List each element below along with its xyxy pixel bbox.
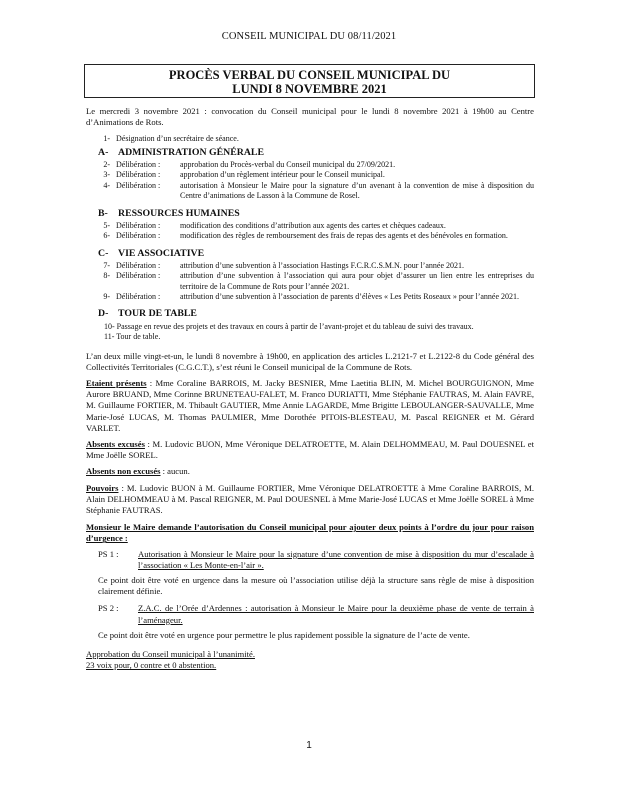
agenda-item-number: 5- <box>103 220 110 230</box>
presents-paragraph <box>86 378 534 434</box>
section-heading-c <box>98 248 534 259</box>
urgence-heading: Monsieur le Maire demande l’autorisation du Conseil municipal pour ajouter deux points à l’ordre du jour pour raison d’urgence : <box>86 522 534 544</box>
ps1-note: Ce point doit être voté en urgence dans la mesure où l’association utilise déjà la structure sans règle de mise à disposition clairement définie. <box>98 574 534 597</box>
section-title: ADMINISTRATION GÉNÉRALE <box>118 146 264 158</box>
agenda-item-text: modification des conditions d’attribution aux agents des cartes et chèques cadeaux. <box>180 220 446 230</box>
approval-line-2: 23 voix pour, 0 contre et 0 abstention. <box>86 660 217 671</box>
section-letter: C- <box>98 247 109 259</box>
pouvoirs-label: Pouvoirs <box>86 482 119 493</box>
agenda-item-number: 8- <box>103 271 110 281</box>
page-header: CONSEIL MUNICIPAL DU 08/11/2021 <box>221 31 397 42</box>
agenda-item <box>86 271 534 292</box>
agenda-item-label: Délibération : <box>116 231 161 241</box>
page-number: 1 <box>306 740 312 751</box>
agenda-item-text: attribution d’une subvention à l’association Hastings F.C.R.C.S.M.N. pour l’année 2021. <box>180 260 464 270</box>
opening-paragraph: L’an deux mille vingt-et-un, le lundi 8 novembre à 19h00, en application des articles L.2121-7 et L.2122-8 du Code général des Collectivités Territoriales (C.G.C.T.), s’est réuni le Conseil municipal de la Commune de Rots. <box>86 350 534 372</box>
agenda-item <box>86 160 534 170</box>
agenda-item-text: Désignation d’un secrétaire de séance. <box>116 134 239 144</box>
agenda-item <box>86 231 534 241</box>
non-excuses-paragraph <box>86 466 534 477</box>
section-title: RESSOURCES HUMAINES <box>118 207 240 219</box>
agenda-item-text: approbation d’un règlement intérieur pour le Conseil municipal. <box>180 170 385 180</box>
presents-label: Etaient présents <box>86 377 147 388</box>
excuses-paragraph <box>86 439 534 461</box>
agenda-item <box>86 261 534 271</box>
title-line-2: LUNDI 8 NOVEMBRE 2021 <box>232 82 387 96</box>
document-body <box>86 106 534 671</box>
agenda-item-label: Délibération : <box>116 292 161 302</box>
section-title: VIE ASSOCIATIVE <box>118 247 205 259</box>
pouvoirs-paragraph <box>86 483 534 517</box>
excuses-label: Absents excusés <box>86 438 145 449</box>
title-box <box>84 64 535 98</box>
agenda-item: 10- Passage en revue des projets et des travaux en cours à partir de l’avant-projet et du tableau de suivi des travaux. <box>104 321 474 331</box>
agenda-item-text: modification des règles de remboursement des frais de repas des agents et des bénévoles en formation. <box>180 231 508 241</box>
agenda-item-label: Délibération : <box>116 271 161 281</box>
agenda-item-text: attribution d’une subvention à l’association qui aura pour objet d’assurer un lien entre les entreprises du territoire de la Commune de Rots pour l’année 2021. <box>180 271 534 291</box>
excuses-text: : M. Ludovic BUON, Mme Véronique DELATROETTE, M. Alain DELHOMMEAU, M. Paul DOUESNEL et Mme Joëlle SOREL. <box>86 438 534 461</box>
agenda-item-number: 9- <box>103 292 110 302</box>
agenda-item-1 <box>86 134 534 144</box>
agenda-item-label: Délibération : <box>116 180 161 190</box>
ps2-label: PS 2 : <box>98 603 119 614</box>
agenda-item <box>86 181 534 202</box>
agenda-item-text: approbation du Procès-verbal du Conseil municipal du 27/09/2021. <box>180 160 396 170</box>
non-excuses-text: : aucun. <box>160 466 190 477</box>
ps1-item <box>86 549 534 571</box>
agenda-item-label: Délibération : <box>116 160 161 170</box>
section-letter: A- <box>98 146 109 158</box>
agenda-item-number: 2- <box>103 160 110 170</box>
agenda-item-number: 1- <box>103 134 110 144</box>
agenda-item-number: 7- <box>103 260 110 270</box>
intro-paragraph: Le mercredi 3 novembre 2021 : convocation du Conseil municipal pour le lundi 8 novembre 2021 à 19h00 au Centre d’Animations de Rots. <box>86 106 534 128</box>
ps2-item <box>86 603 534 625</box>
agenda-item-label: Délibération : <box>116 220 161 230</box>
agenda-item: 11- Tour de table. <box>104 332 161 342</box>
presents-text: : Mme Coraline BARROIS, M. Jacky BESNIER, Mme Laetitia BLIN, M. Michel BOURGUIGNON, Mme Aurore BRUAND, Mme Corinne BRUNETEAU-FALET, M. Franco DURIATTI, Mme Stéphanie FAUTRAS, M. Alain FAVRE, M. Guillaume FORTIER, M. Thibault GAUTIER, Mme Annie LAGARDE, Mme Brigitte LEBOULANGER-SAUVALLE, Mme Marie-José LUCAS, M. Thomas PAULMIER, Mme Dorothée PITOIS-BLESTEAU, M. Pascal REIGNER et M. Gérard VARLET. <box>86 377 534 433</box>
approval-line-1: Approbation du Conseil municipal à l’unanimité. <box>86 648 255 659</box>
ps2-note: Ce point doit être voté en urgence pour permettre le plus rapidement possible la signature de l’acte de vente. <box>98 629 470 640</box>
section-heading-d <box>98 308 534 319</box>
section-title: TOUR DE TABLE <box>118 308 197 320</box>
ps2-text: Z.A.C. de l’Orée d’Ardennes : autorisation à Monsieur le Maire pour la deuxième phase de vente de terrain à l’aménageur. <box>138 603 534 625</box>
section-letter: B- <box>98 207 108 219</box>
title-line-1: PROCÈS VERBAL DU CONSEIL MUNICIPAL DU <box>168 68 451 82</box>
ps1-text: Autorisation à Monsieur le Maire pour la signature d’une convention de mise à disposition du mur d’escalade à l’association « Les Monte-en-l’air ». <box>138 548 534 570</box>
agenda-item <box>86 292 534 302</box>
agenda-item <box>86 221 534 231</box>
agenda-item-number: 4- <box>103 180 110 190</box>
section-letter: D- <box>98 308 109 320</box>
agenda-item-label: Délibération : <box>116 170 161 180</box>
ps1-label: PS 1 : <box>98 548 119 559</box>
pouvoirs-text: : M. Ludovic BUON à M. Guillaume FORTIER, Mme Véronique DELATROETTE à Mme Coraline BARROIS, M. Alain DELHOMMEAU à M. Pascal REIGNER, M. Paul DOUESNEL à Mme Marie-José LUCAS et Mme Joëlle SOREL à Mme Stéphanie FAUTRAS. <box>86 482 534 515</box>
agenda-item-text: attribution d’une subvention à l’association de parents d’élèves « Les Petits Roseaux » pour l’année 2021. <box>180 292 520 302</box>
section-heading-b <box>98 208 534 219</box>
agenda-item-number: 6- <box>103 231 110 241</box>
non-excuses-label: Absents non excusés <box>86 466 161 477</box>
agenda-item-label: Délibération : <box>116 260 161 270</box>
agenda-item-text: autorisation à Monsieur le Maire pour la signature d’un avenant à la convention de mise à disposition du Centre d’animations de Lasson à la Commune de Rosel. <box>180 180 534 201</box>
section-heading-a <box>98 147 534 158</box>
agenda-item <box>86 170 534 180</box>
agenda-item-number: 3- <box>103 170 110 180</box>
